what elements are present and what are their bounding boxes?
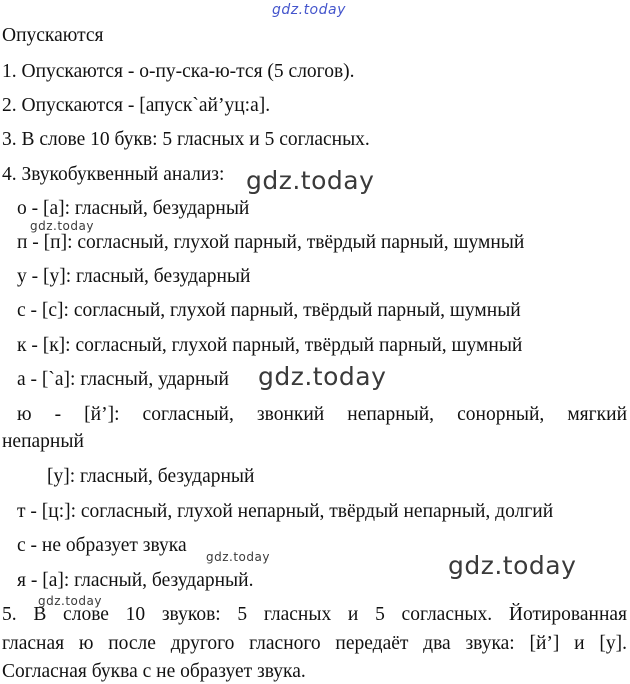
analysis-line-u: у - [у]: гласный, безударный [17,266,251,287]
analysis-line-o: о - [а]: гласный, безударный [17,198,250,219]
analysis-line-u-sound: [у]: гласный, безударный [47,466,255,487]
analysis-line-s: с - [с]: согласный, глухой парный, твёрдый парный, шумный [17,300,521,321]
item-sound-count-line-3: Согласная буква с не образует звука. [2,661,306,682]
watermark-small: gdz.today [206,550,270,564]
item-sound-count-line-2: гласная ю после другого гласного передаёт два звука: [й’] и [у]. [2,633,627,654]
analysis-line-t: т - [ц:]: согласный, глухой непарный, твёрдый непарный, долгий [17,501,554,522]
analysis-line-yu: ю - [й’]: согласный, звонкий непарный, сонорный, мягкий [17,404,627,425]
watermark-small: gdz.today [30,219,94,233]
item-analysis-heading: 4. Звукобуквенный анализ: [2,164,225,185]
item-syllables: 1. Опускаются - о-пу-ска-ю-тся (5 слогов). [2,61,355,82]
analysis-line-p: п - [п]: согласный, глухой парный, твёрдый парный, шумный [17,232,525,253]
item-sound-count-line-1: 5. В слове 10 звуков: 5 гласных и 5 согласных. Йотированная [2,604,627,625]
analysis-line-ya: я - [а]: гласный, безударный. [17,570,254,591]
watermark-small: gdz.today [38,594,102,608]
watermark-top: gdz.today [272,2,346,18]
watermark-large: gdz.today [258,362,387,391]
watermark-large: gdz.today [246,166,375,195]
analysis-line-a: а - [`а]: гласный, ударный [17,369,229,390]
watermark-large: gdz.today [448,551,577,580]
analysis-line-yu-continued: непарный [2,431,84,452]
analysis-line-s-silent: с - не образует звука [17,535,187,556]
item-transcription: 2. Опускаются - [апуск`ай’уц:а]. [2,95,271,116]
analysis-line-k: к - [к]: согласный, глухой парный, твёрдый парный, шумный [17,335,523,356]
item-letter-count: 3. В слове 10 букв: 5 гласных и 5 согласных. [2,129,370,150]
document-title: Опускаются [2,25,104,46]
